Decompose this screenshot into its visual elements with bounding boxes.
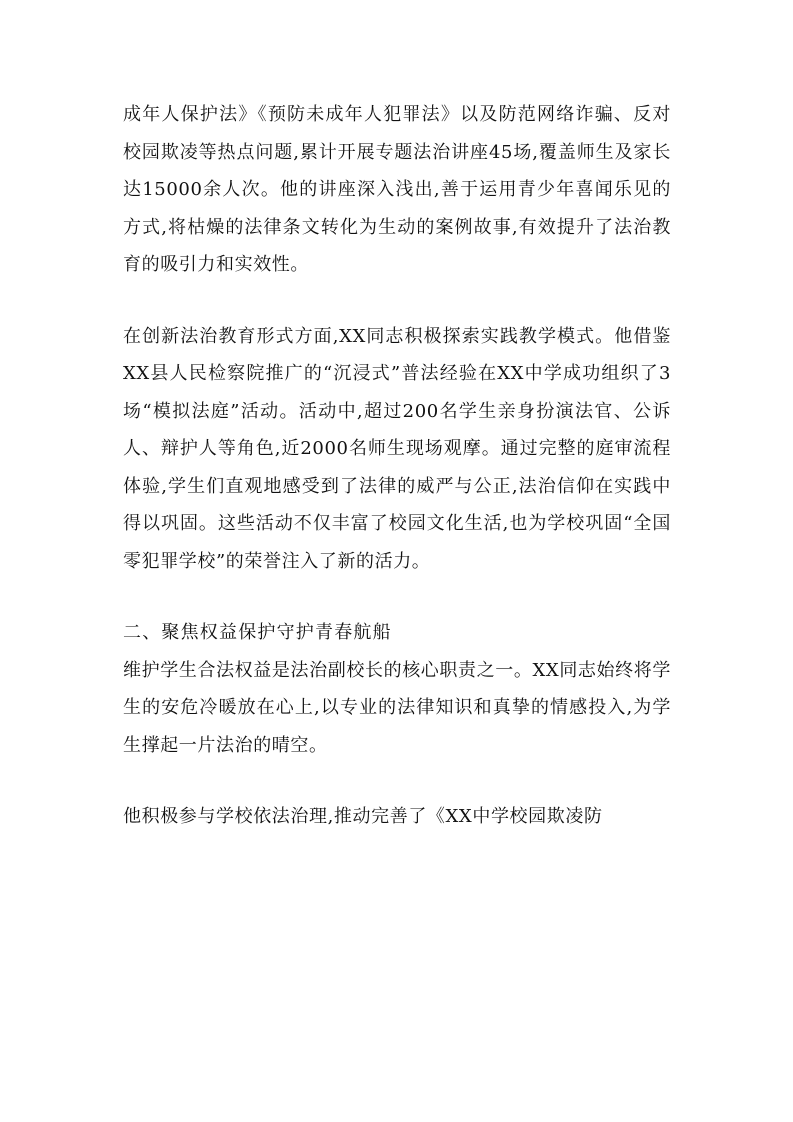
paragraph-legal-lectures: 成年人保护法》《预防未成年人犯罪法》以及防范网络诈骗、反对校园欺凌等热点问题,累计开展专题法治讲座45场,覆盖师生及家长达15000余人次。他的讲座深入浅出,善于运用青少年喜闻乐见的方式,将枯燥的法律条文转化为生动的案例故事,有效提升了法治教育的吸引力和实效性。 <box>123 104 671 275</box>
section-heading: 二、聚焦权益保护守护青春航船 <box>123 622 392 643</box>
paragraph-mock-court: 在创新法治教育形式方面,XX同志积极探索实践教学模式。他借鉴XX县人民检察院推广的“沉浸式”普法经验在XX中学成功组织了3场“模拟法庭”活动。活动中,超过200名学生亲身扮演法官、公诉人、辩护人等角色,近2000名师生现场观摩。通过完整的庭审流程体验,学生们直观地感受到了法律的威严与公正,法治信仰在实践中得以巩固。这些活动不仅丰富了校园文化生活,也为学校巩固“全国零犯罪学校”的荣誉注入了新的活力。 <box>123 325 671 572</box>
paragraph-school-governance: 他积极参与学校依法治理,推动完善了《XX中学校园欺凌防 <box>123 806 603 827</box>
document-page <box>123 96 671 836</box>
paragraph-rights-protection: 维护学生合法权益是法治副校长的核心职责之一。XX同志始终将学生的安危冷暖放在心上,以专业的法律知识和真挚的情感投入,为学生撑起一片法治的晴空。 <box>123 659 671 756</box>
